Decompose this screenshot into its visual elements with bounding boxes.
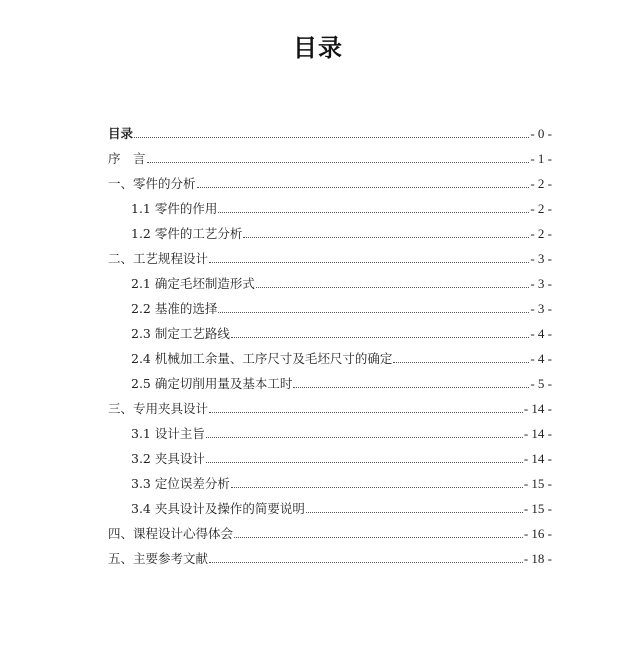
toc-entry[interactable] [108, 117, 552, 142]
toc-entry-page: - 3 - [530, 301, 552, 316]
dot-leader [306, 511, 523, 513]
toc-entry[interactable] [108, 242, 552, 267]
toc-entry-label: 1.2 零件的工艺分析 [131, 226, 243, 241]
toc-entry-page: - 5 - [530, 376, 552, 391]
dot-leader [197, 186, 530, 188]
dot-leader [231, 336, 529, 338]
toc-entry[interactable] [108, 492, 552, 517]
toc-entry-label: 2.5 确定切削用量及基本工时 [131, 376, 293, 391]
toc-entry[interactable] [108, 392, 552, 417]
toc-entry-label: 2.3 制定工艺路线 [131, 326, 230, 341]
toc-entry-page: - 3 - [530, 251, 552, 266]
toc-entry-page: - 15 - [523, 501, 552, 516]
toc-entry[interactable] [108, 192, 552, 217]
toc-entry-page: - 15 - [523, 476, 552, 491]
dot-leader [256, 286, 529, 288]
toc-entry-page: - 2 - [530, 201, 552, 216]
toc-entry[interactable] [108, 292, 552, 317]
dot-leader [234, 536, 523, 538]
dot-leader [393, 361, 529, 363]
toc-entry-label: 二、工艺规程设计 [108, 251, 209, 266]
toc-entry[interactable] [108, 167, 552, 192]
toc-entry-page: - 4 - [530, 351, 552, 366]
toc-entry-page: - 0 - [530, 126, 552, 141]
toc-entry-label: 2.4 机械加工余量、工序尺寸及毛坯尺寸的确定 [131, 351, 393, 366]
toc-entry[interactable] [108, 142, 552, 167]
dot-leader [134, 136, 529, 138]
toc-entry-page: - 14 - [523, 451, 552, 466]
toc-entry[interactable] [108, 317, 552, 342]
toc-entry-label: 3.1 设计主旨 [131, 426, 205, 441]
dot-leader [209, 261, 529, 263]
toc-entry-label: 3.2 夹具设计 [131, 451, 205, 466]
toc-entry-page: - 1 - [530, 151, 552, 166]
toc-entry-label: 一、零件的分析 [108, 176, 196, 191]
toc-entry-page: - 2 - [530, 176, 552, 191]
toc-entry-label: 序 言 [108, 151, 146, 166]
dot-leader [243, 236, 529, 238]
toc-entry-label: 四、课程设计心得体会 [108, 526, 234, 541]
toc-entry[interactable] [108, 367, 552, 392]
dot-leader [218, 311, 529, 313]
dot-leader [209, 561, 523, 563]
dot-leader [147, 161, 530, 163]
toc-entry-page: - 14 - [523, 426, 552, 441]
table-of-contents [108, 117, 552, 567]
toc-entry-label: 目录 [108, 126, 134, 141]
dot-leader [218, 211, 529, 213]
toc-entry[interactable] [108, 542, 552, 567]
toc-entry-page: - 3 - [530, 276, 552, 291]
toc-entry-page: - 14 - [523, 401, 552, 416]
toc-entry-label: 3.3 定位误差分析 [131, 476, 230, 491]
toc-entry-label: 1.1 零件的作用 [131, 201, 218, 216]
dot-leader [206, 461, 523, 463]
toc-entry-page: - 18 - [523, 551, 552, 566]
toc-entry[interactable] [108, 442, 552, 467]
toc-entry[interactable] [108, 342, 552, 367]
toc-entry-label: 2.1 确定毛坯制造形式 [131, 276, 255, 291]
dot-leader [293, 386, 529, 388]
toc-entry[interactable] [108, 417, 552, 442]
dot-leader [209, 411, 523, 413]
dot-leader [231, 486, 523, 488]
page-title: 目录 [293, 34, 343, 62]
toc-entry-page: - 2 - [530, 226, 552, 241]
toc-entry-label: 3.4 夹具设计及操作的简要说明 [131, 501, 305, 516]
toc-entry-label: 2.2 基准的选择 [131, 301, 218, 316]
toc-entry[interactable] [108, 267, 552, 292]
toc-entry-label: 五、主要参考文献 [108, 551, 209, 566]
dot-leader [206, 436, 523, 438]
toc-entry-page: - 16 - [523, 526, 552, 541]
toc-entry-label: 三、专用夹具设计 [108, 401, 209, 416]
toc-entry-page: - 4 - [530, 326, 552, 341]
toc-entry[interactable] [108, 217, 552, 242]
toc-entry[interactable] [108, 467, 552, 492]
toc-entry[interactable] [108, 517, 552, 542]
